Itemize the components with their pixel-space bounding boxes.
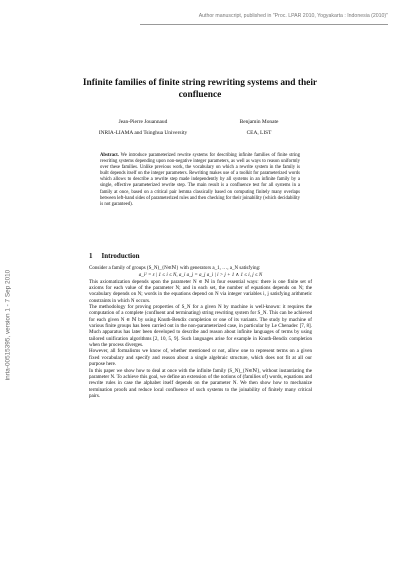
paragraph: However, all formalisms we know of, whether mentioned or not, allow one to represent terms on a given fixed vocabulary and specify and reason about a single algebraic structure, which does not fit at all our purpose here. xyxy=(89,348,312,368)
section-title: Introduction xyxy=(101,252,140,260)
paragraph: Consider a family of groups (S_N)_{N∈ℕ} with generators a_1, …, a_N satisfying: xyxy=(89,265,261,271)
repository-identifier-text: inria-00515395, version 1 - 7 Sep 2010 xyxy=(4,269,12,381)
repository-identifier xyxy=(3,230,13,420)
author-2-affiliation: CEA, LIST xyxy=(246,130,272,136)
paper-title: Infinite families of finite string rewriting systems and their confluence xyxy=(82,78,318,100)
paragraph: The methodology for proving properties of S_N for a given N by machine is well-known: it requires the computation of a complete (confluent and terminating) string rewriting system for S_N. This can be achieved for each given N ∈ ℕ by using Knuth-Bendix completion or one of its variants. The study by machine of various finite groups has been carried out in the non-parameterized case, in particular by Le Chenadec [7, 8]. Much apparatus has later been developed to describe and reason about infinite languages of terms by using tailored unification algorithms [2, 10, 5, 9]. Such languages arise for example in Knuth-Bendix completion when the process diverges. xyxy=(89,304,312,349)
publication-note: Author manuscript, published in "Proc. LPAR 2010, Yogyakarta : Indonesia (2010)" xyxy=(140,12,388,25)
author-2-name: Benjamin Monate xyxy=(239,119,279,125)
section-heading xyxy=(89,252,140,260)
abstract xyxy=(100,153,300,208)
author-1-name: Jean-Pierre Jouannaud xyxy=(118,119,168,125)
paragraph: In this paper we show how to deal at once with the infinite family (S_N)_{N∈ℕ}, without instantiating the parameter N. To achieve this goal, we define an extension of the notions of (families of) words, equations and rewrite rules in case the alphabet itself depends on the parameter N. We then show how to mechanize termination proofs and reduce local confluence of such systems to the joinability of finitely many critical pairs. xyxy=(89,367,312,399)
section-number: 1 xyxy=(89,252,93,260)
paragraph: This axiomatization depends upon the parameter N ∈ ℕ in four essential ways: there is one finite set of axioms for each value of the parameter N; and in each set, the number of equations depends on N; the vocabulary depends on N; words in the equations depend on N via integer variables i, j satisfying arithmetic constraints in which N occurs. xyxy=(89,278,312,304)
section-body xyxy=(89,265,312,399)
author-1-affiliation: INRIA-LIAMA and Tsinghua University xyxy=(98,130,188,136)
abstract-text: We introduce parameterized rewrite systems for describing infinite families of finite string rewriting systems depending upon non-negative integer parameters, as well as ways to reason uniformly over these families. Unlike previous work, the vocabulary on which a rewrite system in the family is built depends itself on the integer parameters. Rewriting makes use of a toolkit for parameterized words which allows to describe a rewrite step made independently by all systems in an infinite family by a single, effective parameterized rewrite step. The main result is a confluence test for all systems in a family at once, based on a critical pair lemma classically based on computing finitely many overlaps between left-hand sides of parameterized rules and then checking for their joinability (which decidability is not garanteed). xyxy=(100,153,300,207)
author-1 xyxy=(78,117,208,139)
abstract-label: Abstract. xyxy=(100,153,119,158)
author-2 xyxy=(194,117,324,139)
equation: a_i² = ε | 1 ≤ i ≤ N, a_i a_j = a_j a_i | i > j + 1 ∧ 1 ≤ i, j ≤ N xyxy=(138,271,263,278)
